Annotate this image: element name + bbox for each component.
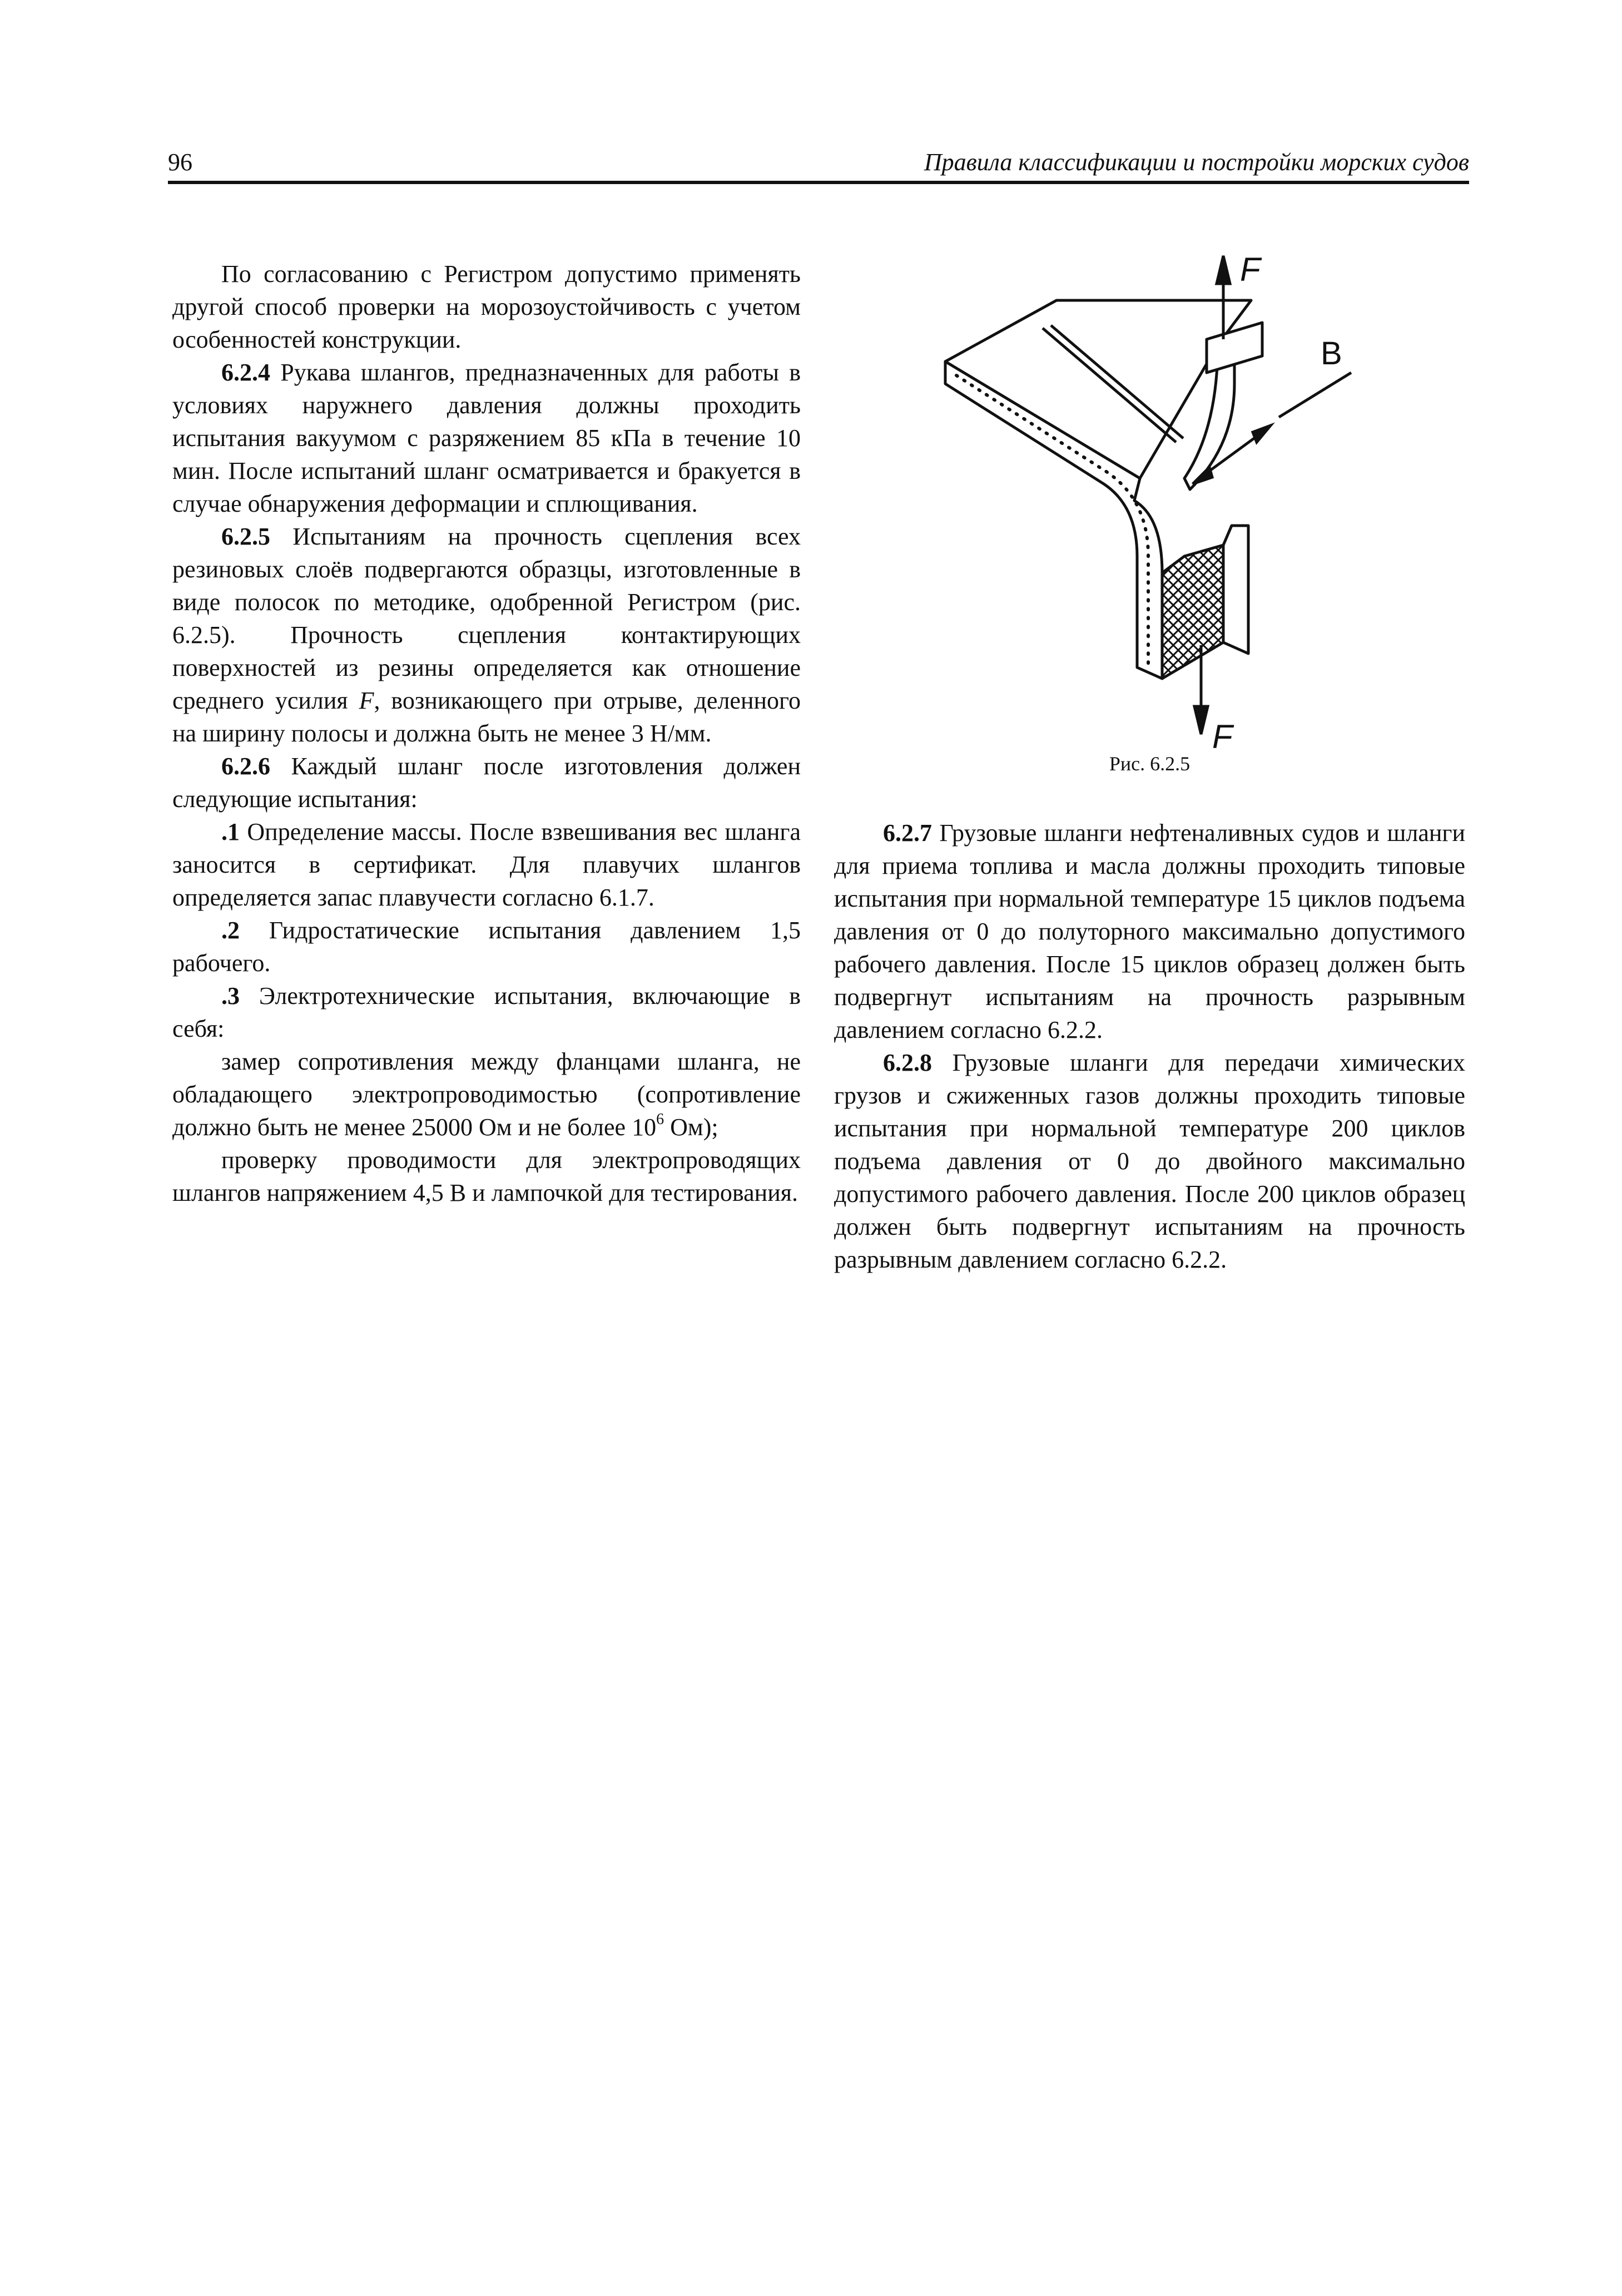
rubber-layer-hatch xyxy=(1162,545,1223,679)
adhesion-test-figure xyxy=(923,245,1396,756)
paragraph-6-2-5: 6.2.5 Испытаниям на прочность сцепления всех резиновых слоёв подвергаются образцы, изготовленные в виде полосок по методике, одобренной Регистром (рис. 6.2.5). Прочность сцепления контактирующих поверхностей из резины определяется как отношение среднего усилия F, возникающего при отрыве, деленного на ширину полосы и должна быть не менее 3 Н/мм. xyxy=(172,523,801,747)
list-item-3: .3 Электротехнические испытания, включающие в себя: xyxy=(172,982,801,1042)
lower-layer xyxy=(1223,526,1248,654)
page-header xyxy=(168,139,1469,184)
section-number: 6.2.7 xyxy=(883,819,932,847)
paragraph-6-2-4: 6.2.4 Рукава шлангов, предназначенных для работы в условиях наружнего давления должны проходить испытания вакуумом с разряжением 85 кПа в течение 10 мин. После испытаний шланг осматривается и бракуется в случае обнаружения деформации и сплющивания. xyxy=(172,359,801,517)
label-b: B xyxy=(1321,335,1342,372)
section-number: 6.2.8 xyxy=(883,1049,932,1076)
paragraph-6-2-6: 6.2.6 Каждый шланг после изготовления должен следующие испытания: xyxy=(172,753,801,813)
item-number: .3 xyxy=(221,982,240,1010)
section-number: 6.2.6 xyxy=(221,753,270,780)
list-item-2: .2 Гидростатические испытания давлением 1,5 рабочего. xyxy=(172,917,801,977)
item-number: .2 xyxy=(221,917,240,944)
figure-caption: Рис. 6.2.5 xyxy=(1109,753,1191,775)
section-number: 6.2.5 xyxy=(221,523,270,550)
item-number: .1 xyxy=(221,818,240,845)
paragraph-6-2-7: 6.2.7 Грузовые шланги нефтеналивных судов и шланги для приема топлива и масла должны проходить типовые испытания при нормальной температуре 15 циклов подъема давления от 0 до полуторного максимально допустимого рабочего давления. После 15 циклов образец должен быть подвергнут испытаниям на прочность разрывным давлением согласно 6.2.2. xyxy=(834,819,1465,1043)
arrow-head-up xyxy=(1217,256,1230,284)
label-f-bottom: F xyxy=(1212,718,1233,755)
page-number: 96 xyxy=(168,149,192,176)
list-item-1: .1 Определение массы. После взвешивания вес шланга заносится в сертификат. Для плавучих шлангов определяется запас плавучести согласно 6.1.7. xyxy=(172,818,801,911)
sub-item-conductivity: проверку проводимости для электропроводящих шлангов напряжением 4,5 В и лампочкой для тестирования. xyxy=(172,1146,801,1206)
force-variable: F xyxy=(359,687,374,714)
paragraph: По согласованию с Регистром допустимо применять другой способ проверки на морозоустойчивость с учетом особенностей конструкции. xyxy=(172,260,801,353)
section-number: 6.2.4 xyxy=(221,359,270,386)
paragraph-6-2-8: 6.2.8 Грузовые шланги для передачи химических грузов и сжиженных газов должны проходить типовые испытания при нормальной температуре 200 циклов подъема давления от 0 до двойного максимально допустимого рабочего давления. После 200 циклов образец должен быть подвергнут испытаниям на прочность разрывным давлением согласно 6.2.2. xyxy=(834,1049,1465,1273)
arrow-head-down xyxy=(1194,706,1208,734)
arrow-head-width-2 xyxy=(1253,425,1271,442)
right-column xyxy=(834,817,1465,1276)
label-f-top: F xyxy=(1240,251,1261,288)
width-extension-line xyxy=(1279,373,1351,417)
left-column xyxy=(172,258,801,1209)
running-title: Правила классификации и постройки морских судов xyxy=(924,149,1469,176)
sub-item-resistance: замер сопротивления между фланцами шланга, не обладающего электропроводимостью (сопротивление должно быть не менее 25000 Ом и не более $10^6$ Ом); xyxy=(172,1048,801,1141)
